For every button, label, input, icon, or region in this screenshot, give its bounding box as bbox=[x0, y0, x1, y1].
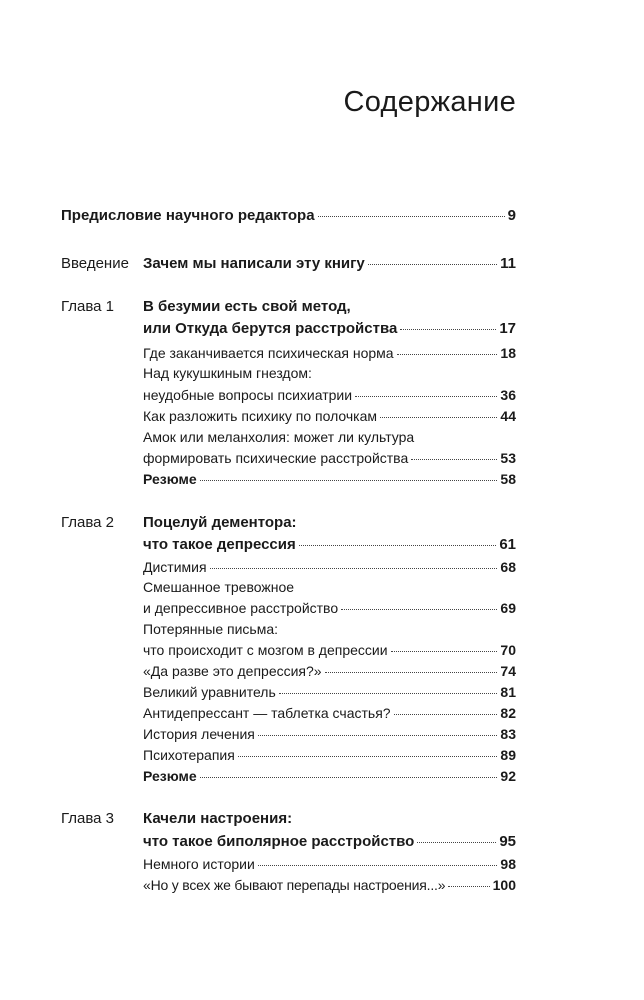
toc-section-title: Немного истории bbox=[143, 856, 255, 872]
toc-section[interactable] bbox=[143, 345, 516, 361]
toc-section[interactable] bbox=[143, 684, 516, 700]
intro-label: Введение bbox=[61, 255, 129, 272]
page-title: Содержание bbox=[343, 86, 516, 118]
chapter-2-label: Глава 2 bbox=[61, 514, 115, 531]
toc-section-title: что происходит с мозгом в депрессии bbox=[143, 642, 388, 658]
dot-leader bbox=[238, 756, 498, 757]
toc-page-number: 58 bbox=[500, 471, 516, 487]
dot-leader bbox=[341, 609, 497, 610]
toc-page-number: 82 bbox=[500, 705, 516, 721]
toc-section-title: и депрессивное расстройство bbox=[143, 600, 339, 616]
dot-leader bbox=[394, 714, 498, 715]
dot-leader bbox=[391, 651, 498, 652]
chapter-1-label: Глава 1 bbox=[61, 298, 115, 315]
toc-entry-chapter-3[interactable] bbox=[143, 833, 516, 850]
toc-section-title: Антидепрессант — таблетка счастья? bbox=[143, 705, 391, 721]
toc-section-title: Резюме bbox=[143, 768, 197, 784]
dot-leader bbox=[400, 329, 496, 330]
toc-section[interactable] bbox=[143, 705, 516, 721]
toc-entry-title: Зачем мы написали эту книгу bbox=[143, 255, 365, 272]
toc-page-number: 9 bbox=[507, 207, 516, 224]
dot-leader bbox=[210, 568, 498, 569]
toc-section[interactable] bbox=[143, 642, 516, 658]
toc-page-number: 36 bbox=[500, 387, 516, 403]
toc-section-summary[interactable] bbox=[143, 471, 516, 487]
toc-section-title-line1: Амок или меланхолия: может ли культура bbox=[143, 429, 415, 445]
toc-page-number: 68 bbox=[500, 559, 516, 575]
toc-section-title: Как разложить психику по полочкам bbox=[143, 408, 378, 424]
toc-page-number: 53 bbox=[500, 450, 516, 466]
toc-section[interactable] bbox=[143, 747, 516, 763]
toc-section-title: Психотерапия bbox=[143, 747, 235, 763]
toc-page-number: 11 bbox=[500, 255, 516, 272]
toc-section[interactable] bbox=[143, 600, 516, 616]
chapter-3-label: Глава 3 bbox=[61, 810, 115, 827]
toc-section-title: Где заканчивается психическая норма bbox=[143, 345, 394, 361]
toc-page-number: 83 bbox=[500, 726, 516, 742]
toc-page-number: 44 bbox=[500, 408, 516, 424]
toc-section-summary[interactable] bbox=[143, 768, 516, 784]
toc-section-title: «Да разве это депрессия?» bbox=[143, 663, 322, 679]
toc-section[interactable] bbox=[143, 726, 516, 742]
toc-section[interactable] bbox=[143, 387, 516, 403]
toc-page-number: 17 bbox=[499, 320, 516, 337]
dot-leader bbox=[318, 216, 505, 217]
toc-section-title: Резюме bbox=[143, 471, 197, 487]
toc-section[interactable] bbox=[143, 856, 516, 872]
toc-entry-title: что такое депрессия bbox=[143, 536, 296, 553]
dot-leader bbox=[448, 886, 489, 887]
dot-leader bbox=[200, 777, 498, 778]
toc-section[interactable] bbox=[143, 663, 516, 679]
toc-section-title-line1: Потерянные письма: bbox=[143, 621, 278, 637]
toc-section-title: Дистимия bbox=[143, 559, 207, 575]
toc-entry-chapter-2[interactable] bbox=[143, 536, 516, 553]
toc-entry-title: что такое биполярное расстройство bbox=[143, 833, 415, 850]
toc-section-title: Великий уравнитель bbox=[143, 684, 276, 700]
dot-leader bbox=[258, 735, 498, 736]
toc-page-number: 89 bbox=[500, 747, 516, 763]
toc-section[interactable] bbox=[143, 450, 516, 466]
toc-page-number: 92 bbox=[500, 768, 516, 784]
toc-entry-title: Предисловие научного редактора bbox=[61, 207, 315, 224]
toc-page-number: 81 bbox=[500, 684, 516, 700]
toc-section[interactable] bbox=[143, 559, 516, 575]
dot-leader bbox=[417, 842, 496, 843]
toc-section[interactable] bbox=[143, 877, 516, 893]
dot-leader bbox=[355, 396, 497, 397]
toc-page-number: 95 bbox=[499, 833, 516, 850]
dot-leader bbox=[200, 480, 498, 481]
toc-section-title-line1: Над кукушкиным гнездом: bbox=[143, 365, 312, 381]
toc-page-number: 18 bbox=[500, 345, 516, 361]
toc-page-number: 98 bbox=[500, 856, 516, 872]
toc-section[interactable] bbox=[143, 408, 516, 424]
toc-section-title: «Но у всех же бывают перепады настроения...» bbox=[143, 877, 446, 893]
toc-page-number: 74 bbox=[500, 663, 516, 679]
dot-leader bbox=[368, 264, 497, 265]
dot-leader bbox=[380, 417, 497, 418]
toc-section-title-line1: Смешанное тревожное bbox=[143, 579, 295, 595]
toc-entry-intro[interactable] bbox=[143, 255, 516, 272]
dot-leader bbox=[279, 693, 498, 694]
dot-leader bbox=[325, 672, 498, 673]
toc-entry-preface[interactable] bbox=[61, 207, 516, 224]
toc-page-number: 100 bbox=[492, 877, 516, 893]
dot-leader bbox=[299, 545, 497, 546]
toc-section-title: формировать психические расстройства bbox=[143, 450, 409, 466]
chapter-1-title-line1: В безумии есть свой метод, bbox=[143, 298, 351, 315]
toc-entry-chapter-1[interactable] bbox=[143, 320, 516, 337]
toc-page-number: 70 bbox=[500, 642, 516, 658]
dot-leader bbox=[258, 865, 498, 866]
dot-leader bbox=[397, 354, 498, 355]
toc-section-title: История лечения bbox=[143, 726, 255, 742]
chapter-2-title-line1: Поцелуй дементора: bbox=[143, 514, 297, 531]
toc-section-title: неудобные вопросы психиатрии bbox=[143, 387, 353, 403]
dot-leader bbox=[411, 459, 497, 460]
toc-page-number: 69 bbox=[500, 600, 516, 616]
toc-page-number: 61 bbox=[499, 536, 516, 553]
chapter-3-title-line1: Качели настроения: bbox=[143, 810, 293, 827]
toc-entry-title: или Откуда берутся расстройства bbox=[143, 320, 398, 337]
